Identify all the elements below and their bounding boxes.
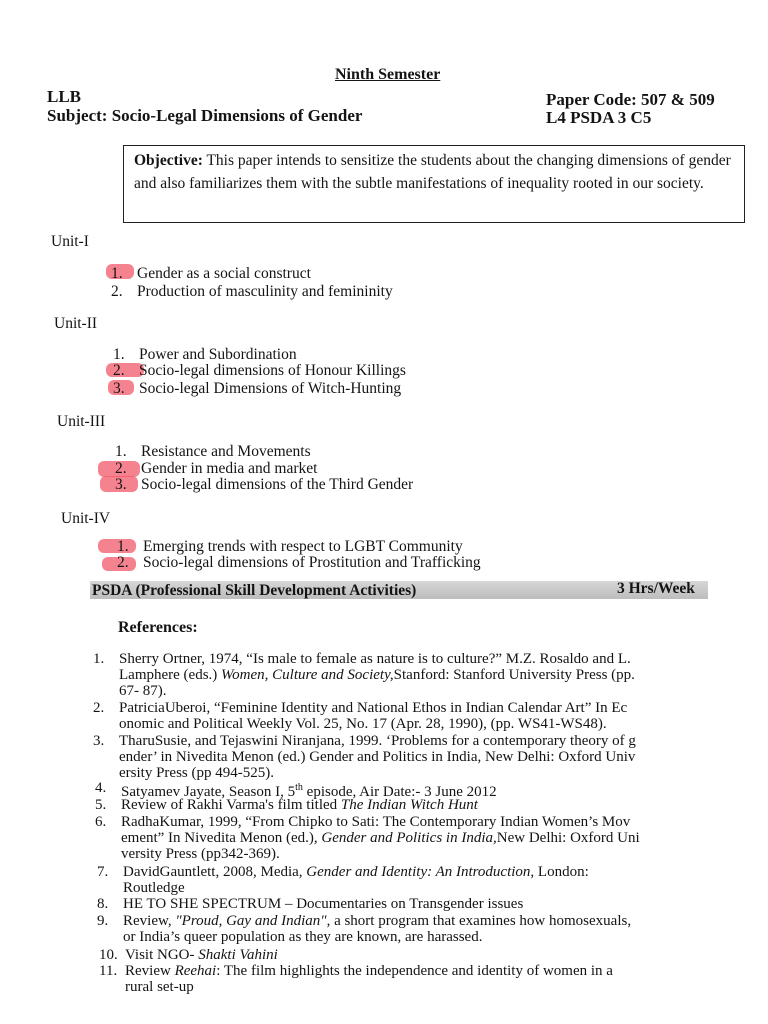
references-title: References: — [118, 619, 198, 636]
unit-title: Unit-I — [51, 233, 89, 250]
reference-line: ement” In Nivedita Menon (ed.), Gender and Politics in India,New Delhi: Oxford Uni — [121, 830, 640, 846]
list-item: 3. Socio-legal dimensions of the Third Gender — [115, 476, 414, 493]
objective-label: Objective: — [134, 152, 203, 169]
unit-title: Unit-IV — [61, 510, 111, 527]
reference-line: Routledge — [123, 880, 185, 896]
list-item: 1. Power and Subordination — [113, 346, 297, 363]
list-item: 2. Production of masculinity and femininity — [111, 283, 393, 300]
list-item: 1. Resistance and Movements — [115, 443, 311, 460]
reference-line: onomic and Political Weekly Vol. 25, No. 17 (Apr. 28, 1990), (pp. WS41-WS48). — [119, 716, 607, 732]
reference-line: ersity Press (pp 494-525). — [119, 765, 274, 781]
objective-text: This paper intends to sensitize the students about the changing dimensions of gender and also familiarizes them with the subtle manifestations of inequality rooted in our society. — [134, 152, 731, 192]
reference-line: ender’ in Nivedita Menon (ed.) Gender and Politics in India, New Delhi: Oxford Univ — [119, 749, 636, 765]
level-code: L4 PSDA 3 C5 — [546, 108, 652, 127]
objective-box — [123, 145, 745, 223]
reference-line: 67- 87). — [119, 683, 167, 699]
reference-line: versity Press (pp342-369). — [121, 846, 280, 862]
unit-title: Unit-II — [54, 315, 98, 332]
list-item: 2. Socio-legal dimensions of Prostitution and Trafficking — [117, 554, 481, 571]
subject-title: Subject: Socio-Legal Dimensions of Gender — [47, 106, 363, 125]
paper-code: Paper Code: 507 & 509 — [546, 90, 715, 109]
unit-title: Unit-III — [57, 413, 106, 430]
semester-heading: Ninth Semester — [335, 66, 441, 83]
psda-title: PSDA (Professional Skill Development Activities) — [92, 582, 417, 599]
document-page: Ninth Semester LLB Subject: Socio-Legal Dimensions of Gender Paper Code: 507 & 509 L4 PSDA 3 C5 Objective: This paper intends to sensitize the students about the changing dimensions of gender and also familiarizes them with the subtle manifestations of inequality rooted in our society. Unit-I 1. Gender as a social construct 2. Production of masculinity and femininity Unit-II 1. Power and Subordination 2. Socio-legal dimensions of Honour Killings 3. Socio-legal Dimensions of Witch-Hunting Unit-III 1. Resistance and Movements 2. Gender in media and market 3. Socio-legal dimensions of the Third Gender Unit-IV 1. Emerging trends with respect to LGBT Community 2. Socio-legal dimensions of Prostitution and Trafficking PSDA (Professional Skill Development Activities) 3 Hrs/Week References: 1. Sherry Ortner, 1974, “Is male to female as nature is to culture?” M.Z. Rosaldo and L. Lamphere (eds.) Women, Culture and Society,Stanford: Stanford University Press (pp. 67- 87). 2. PatriciaUberoi, “Feminine Identity and National Ethos in Indian Calendar Art” In Ec onomic and Political Weekly Vol. 25, No. 17 (Apr. 28, 1990), (pp. WS41-WS48). 3. TharuSusie, and Tejaswini Niranjana, 1999. ‘Problems for a contemporary theory of g ender’ in Nivedita Menon (ed.) Gender and Politics in India, New Delhi: Oxford Univ ersity Press (pp 494-525). 4. Satyamev Jayate, Season I, 5th episode, Air Date:- 3 June 2012 5. Review of Rakhi Varma's film titled The Indian Witch Hunt 6. RadhaKumar, 1999, “From Chipko to Sati: The Contemporary Indian Women’s Mov ement” In Nivedita Menon (ed.), Gender and Politics in India,New Delhi: Oxford Uni versity Press (pp342-369). 7. DavidGauntlett, 2008, Media, Gender and Identity: An Introduction, London: Routledge 8. HE TO SHE SPECTRUM – Documentaries on Transgender issues 9. Review, "Proud, Gay and Indian", a short program that examines how homosexuals, or India’s queer population as they are known, are harassed. 10. Visit NGO- Shakti Vahini 11. Review Reehai: The film highlights the independence and identity of women in a rural set-up — [0, 0, 768, 1024]
reference-line: rural set-up — [125, 979, 194, 995]
list-item: 2. Gender in media and market — [115, 460, 318, 477]
list-item: 2. Socio-legal dimensions of Honour Killings — [113, 362, 406, 379]
reference-line: Lamphere (eds.) Women, Culture and Society,Stanford: Stanford University Press (pp. — [119, 667, 635, 683]
list-item: 1. Gender as a social construct — [111, 265, 311, 282]
list-item: 3. Socio-legal Dimensions of Witch-Hunting — [113, 380, 402, 397]
psda-hours: 3 Hrs/Week — [617, 580, 695, 597]
list-item: 1. Emerging trends with respect to LGBT Community — [117, 538, 463, 555]
reference-line: or India’s queer population as they are known, are harassed. — [123, 929, 483, 945]
program-label: LLB — [47, 87, 82, 106]
